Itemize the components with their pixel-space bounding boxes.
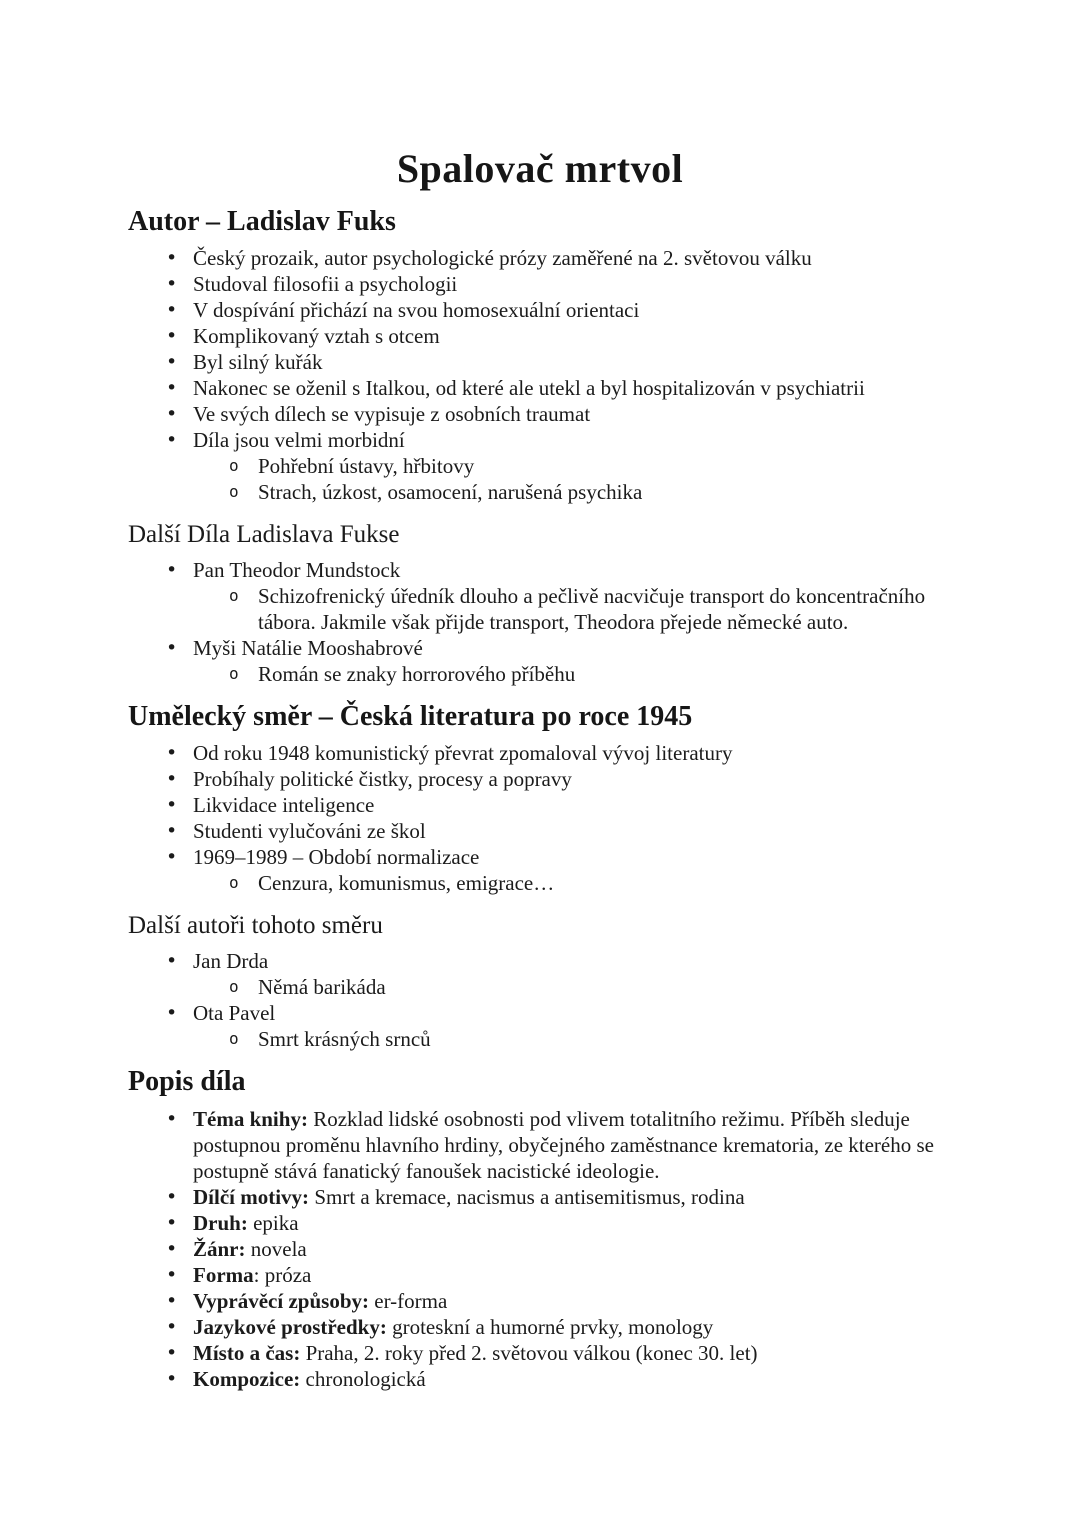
bullet-icon: • <box>166 559 178 582</box>
list-item-text: Myši Natálie Mooshabrové <box>193 636 423 661</box>
section-heading-dalsi-dila: Další Díla Ladislava Fukse <box>128 521 400 549</box>
list-item <box>128 948 952 1000</box>
list-item-text: Byl silný kuřák <box>193 350 323 375</box>
list-item-label: Místo a čas: <box>193 1340 301 1365</box>
list-item-text: novela <box>245 1236 307 1261</box>
list-item <box>128 297 952 323</box>
sub-bullet-list <box>193 1026 952 1052</box>
list-item <box>128 1000 952 1052</box>
bullet-icon: • <box>166 273 178 296</box>
sub-bullet-list <box>193 870 952 896</box>
sub-list-item-text: Schizofrenický úředník dlouho a pečlivě nacvičuje transport do koncentračního tábora. Jakmile však přijde transport, Theodora přejede německé auto. <box>258 584 926 635</box>
bullet-icon: • <box>166 1263 178 1286</box>
bullet-icon: • <box>166 429 178 452</box>
bullet-icon: • <box>166 247 178 270</box>
list-item-text: epika <box>247 1210 299 1235</box>
list-item-label: Druh: <box>193 1210 248 1235</box>
circle-bullet-icon: o <box>229 1029 239 1049</box>
bullet-icon: • <box>166 1185 178 1208</box>
section-heading-autor: Autor – Ladislav Fuks <box>128 206 396 237</box>
list-item-text: Probíhaly politické čistky, procesy a popravy <box>193 767 572 792</box>
sub-list-item-text: Strach, úzkost, osamocení, narušená psychika <box>258 480 643 505</box>
bullet-icon: • <box>166 351 178 374</box>
list-item-text: Praha, 2. roky před 2. světovou válkou (konec 30. let) <box>300 1340 758 1365</box>
bullet-icon: • <box>166 1315 178 1338</box>
circle-bullet-icon: o <box>229 482 239 502</box>
list-item-label: Žánr: <box>193 1236 246 1261</box>
circle-bullet-icon: o <box>229 977 239 997</box>
list-item-text: Nakonec se oženil s Italkou, od které ale utekl a byl hospitalizován v psychiatrii <box>193 376 865 401</box>
list-item-text: Rozklad lidské osobnosti pod vlivem totalitního režimu. Příběh sleduje postupnou proměnu hlavního hrdiny, obyčejného zaměstnance krematoria, ze kterého se postupně stává fanatický fanoušek nacistické ideologie. <box>193 1106 934 1183</box>
bullet-icon: • <box>166 1289 178 1312</box>
list-item-label: Vyprávěcí způsoby: <box>193 1288 369 1313</box>
list-item <box>128 349 952 375</box>
list-item-label: Jazykové prostředky: <box>193 1314 387 1339</box>
sub-list-item <box>193 479 952 505</box>
bullet-icon: • <box>166 768 178 791</box>
list-item <box>128 1236 952 1262</box>
list-item-text: groteskní a humorné prvky, monology <box>386 1314 714 1339</box>
bullet-list-dalsi-autori <box>128 948 952 1052</box>
list-item <box>128 1314 952 1340</box>
list-item-text: 1969–1989 – Období normalizace <box>193 845 480 870</box>
list-item <box>128 1106 952 1184</box>
sub-list-item <box>193 453 952 479</box>
list-item <box>128 557 952 635</box>
list-item-text: Jan Drda <box>193 949 269 974</box>
circle-bullet-icon: o <box>229 456 239 476</box>
bullet-icon: • <box>166 1002 178 1025</box>
sub-list-item <box>193 1026 952 1052</box>
list-item <box>128 375 952 401</box>
sub-list-item-text: Němá barikáda <box>258 975 386 1000</box>
list-item <box>128 1340 952 1366</box>
sub-bullet-list <box>193 583 952 635</box>
document-title: Spalovač mrtvol <box>396 146 684 191</box>
bullet-icon: • <box>166 377 178 400</box>
bullet-icon: • <box>166 403 178 426</box>
sub-bullet-list <box>193 453 952 505</box>
list-item-text: Komplikovaný vztah s otcem <box>193 324 440 349</box>
bullet-list-popis-dila <box>128 1106 952 1392</box>
section-heading-umelecky-smer: Umělecký směr – Česká literatura po roce 1945 <box>128 701 693 733</box>
list-item <box>128 1210 952 1236</box>
list-item <box>128 792 952 818</box>
list-item <box>128 401 952 427</box>
bullet-icon: • <box>166 1367 178 1390</box>
bullet-icon: • <box>166 1341 178 1364</box>
bullet-list-umelecky-smer <box>128 740 952 896</box>
list-item-text: Studenti vylučováni ze škol <box>193 819 426 844</box>
list-item-label: Forma <box>193 1262 254 1287</box>
list-item-text: Ota Pavel <box>193 1001 276 1026</box>
bullet-icon: • <box>166 950 178 973</box>
list-item-label: Dílčí motivy: <box>193 1184 310 1209</box>
bullet-icon: • <box>166 846 178 869</box>
bullet-icon: • <box>166 794 178 817</box>
sub-list-item-text: Pohřební ústavy, hřbitovy <box>258 454 475 479</box>
section-heading-popis-dila: Popis díla <box>128 1066 246 1098</box>
list-item <box>128 323 952 349</box>
list-item-text: Od roku 1948 komunistický převrat zpomaloval vývoj literatury <box>193 741 733 766</box>
list-item <box>128 1262 952 1288</box>
sub-list-item <box>193 870 952 896</box>
section-heading-dalsi-autori: Další autoři tohoto směru <box>128 912 383 940</box>
list-item <box>128 635 952 687</box>
list-item <box>128 1184 952 1210</box>
list-item-text: Ve svých dílech se vypisuje z osobních traumat <box>193 402 591 427</box>
list-item <box>128 245 952 271</box>
bullet-list-autor <box>128 245 952 505</box>
list-item <box>128 1288 952 1314</box>
list-item-text: Likvidace inteligence <box>193 793 375 818</box>
list-item-text: Studoval filosofii a psychologii <box>193 272 458 297</box>
list-item <box>128 818 952 844</box>
sub-list-item-text: Cenzura, komunismus, emigrace… <box>258 871 555 896</box>
bullet-icon: • <box>166 1237 178 1260</box>
list-item <box>128 271 952 297</box>
bullet-icon: • <box>166 1107 178 1130</box>
sub-bullet-list <box>193 661 952 687</box>
list-item-text: V dospívání přichází na svou homosexuální orientaci <box>193 298 640 323</box>
list-item <box>128 427 952 505</box>
list-item <box>128 766 952 792</box>
sub-list-item <box>193 974 952 1000</box>
sub-bullet-list <box>193 974 952 1000</box>
list-item <box>128 740 952 766</box>
list-item-text: Díla jsou velmi morbidní <box>193 428 405 453</box>
list-item <box>128 844 952 896</box>
sub-list-item <box>193 661 952 687</box>
sub-list-item <box>193 583 952 635</box>
document-body <box>128 206 952 1392</box>
sub-list-item-text: Smrt krásných srnců <box>258 1027 431 1052</box>
list-item-text: : próza <box>253 1262 312 1287</box>
circle-bullet-icon: o <box>229 586 239 606</box>
list-item-label: Kompozice: <box>193 1366 301 1391</box>
sub-list-item-text: Román se znaky horrorového příběhu <box>258 662 576 687</box>
circle-bullet-icon: o <box>229 873 239 893</box>
list-item <box>128 1366 952 1392</box>
bullet-icon: • <box>166 742 178 765</box>
list-item-text: er-forma <box>369 1288 448 1313</box>
list-item-label: Téma knihy: <box>193 1106 308 1131</box>
bullet-icon: • <box>166 325 178 348</box>
bullet-icon: • <box>166 637 178 660</box>
list-item-text: Český prozaik, autor psychologické prózy zaměřené na 2. světovou válku <box>193 246 812 271</box>
list-item-text: Pan Theodor Mundstock <box>193 558 401 583</box>
circle-bullet-icon: o <box>229 664 239 684</box>
list-item-text: Smrt a kremace, nacismus a antisemitismus, rodina <box>309 1184 745 1209</box>
bullet-icon: • <box>166 1211 178 1234</box>
list-item-text: chronologická <box>300 1366 426 1391</box>
bullet-list-dalsi-dila <box>128 557 952 687</box>
bullet-icon: • <box>166 299 178 322</box>
bullet-icon: • <box>166 820 178 843</box>
